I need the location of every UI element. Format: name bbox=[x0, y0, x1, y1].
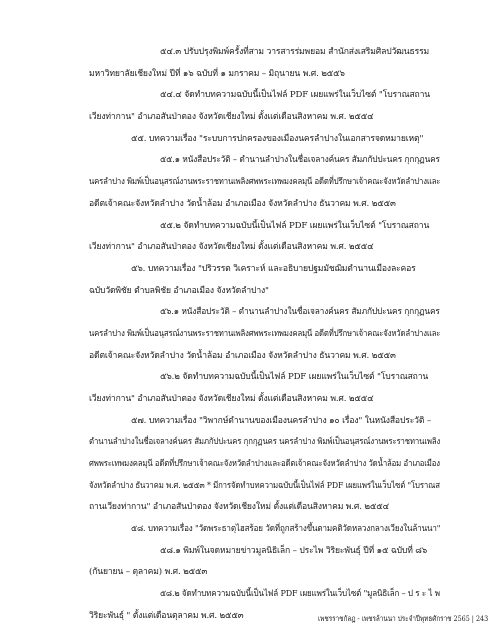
text-line: ๕๘.๑ พิมพ์ในจดหมายข่าวมูลนิธิเล็ก – ประไพ วิริยะพันธุ์ ปีที่ ๑๕ ฉบับที่ ๘๖ bbox=[160, 546, 428, 556]
text-line: วิริยะพันธุ์ " ตั้งแต่เดือนตุลาคม พ.ศ. ๒๕๕๓ bbox=[89, 611, 244, 621]
text-line: เวียงท่ากาน" อำเภอสันป่าตอง จังหวัดเชียงใหม่ ตั้งแต่เดือนสิงหาคม พ.ศ. ๒๕๕๔ bbox=[89, 242, 374, 252]
text-line: ๕๖. บทความเรื่อง "ปริวรรต วิเคราะห์ และอธิบายปฐมมัชฌิมตำนานเมืองละคอร bbox=[131, 264, 416, 274]
text-line: ๕๖.๑ หนังสือประวัติ – ตำนานลำปางในชื่อเจลางค์นคร สัมภกัปปะนคร กุกกุฏนคร bbox=[160, 307, 440, 317]
text-line: ๕๔.๓ ปรับปรุงพิมพ์ครั้งที่สาม วารสารร่มพยอม สำนักส่งเสริมศิลปวัฒนธรรม bbox=[160, 47, 430, 57]
text-line: เวียงท่ากาน" อำเภอสันป่าตอง จังหวัดเชียงใหม่ ตั้งแต่เดือนสิงหาคม พ.ศ. ๒๕๕๔ bbox=[89, 394, 374, 404]
text-line: ๕๔.๔ จัดทำบทความฉบับนี้เป็นไฟล์ PDF เผยแพร่ในเว็บไซต์ "โบราณสถาน bbox=[160, 90, 431, 100]
text-line: ศพพระเทพมงคลมุนี อดีตที่ปรึกษาเจ้าคณะจังหวัดลำปางและอดีตเจ้าคณะจังหวัดลำปาง วัดน้ำล้อม อำเภอเมือง bbox=[89, 459, 440, 469]
text-line: เวียงท่ากาน" อำเภอสันป่าตอง จังหวัดเชียงใหม่ ตั้งแต่เดือนสิงหาคม พ.ศ. ๒๕๕๔ bbox=[89, 112, 374, 122]
text-line: อดีตเจ้าคณะจังหวัดลำปาง วัดน้ำล้อม อำเภอเมือง จังหวัดลำปาง ธันวาคม พ.ศ. ๒๕๕๓ bbox=[89, 199, 396, 209]
text-line: ๕๘. บทความเรื่อง "วัดพระธาตุไฮสร้อย วัดที่ถูกสร้างขึ้นตามคติวัดหลวงกลางเวียงในล้านนา" bbox=[131, 524, 441, 534]
text-line: ๕๕. บทความเรื่อง "ระบบการปกครองของเมืองนครลำปางในเอกสารจดหมายเหตุ" bbox=[131, 134, 424, 144]
text-line: ฉบับวัดพิชัย ตำบลพิชัย อำเภอเมือง จังหวัดลำปาง" bbox=[89, 286, 269, 296]
text-line: ๕๕.๒ จัดทำบทความฉบับนี้เป็นไฟล์ PDF เผยแพร่ในเว็บไซต์ "โบราณสถาน bbox=[160, 221, 430, 231]
text-line: ตำนานลำปางในชื่อเจลางค์นคร สัมภกัปปะนคร กุกกุฏนคร นครลำปาง พิมพ์เป็นอนุสรณ์งานพระราชทานเพลิง bbox=[89, 437, 441, 447]
text-line: จังหวัดลำปาง ธันวาคม พ.ศ. ๒๕๕๓ * มีการจัดทำบทความฉบับนี้เป็นไฟล์ PDF เผยแพร่ในเว็บไซต์ "โบราณส bbox=[89, 481, 440, 491]
text-line: นครลำปาง พิมพ์เป็นอนุสรณ์งานพระราชทานเพลิงศพพระเทพมงคลมุนี อดีตที่ปรึกษาเจ้าคณะจังหวัดลำปางและ bbox=[89, 177, 441, 187]
text-line: ถานเวียงท่ากาน" อำเภอสันป่าตอง จังหวัดเชียงใหม่ ตั้งแต่เดือนสิงหาคม พ.ศ. ๒๕๕๔ bbox=[89, 502, 389, 512]
text-line: ๕๕.๑ หนังสือประวัติ – ตำนานลำปางในชื่อเจลางค์นคร สัมภกัปปะนคร กุกกุฏนคร bbox=[160, 155, 440, 165]
text-line: อดีตเจ้าคณะจังหวัดลำปาง วัดน้ำล้อม อำเภอเมือง จังหวัดลำปาง ธันวาคม พ.ศ. ๒๕๕๓ bbox=[89, 351, 396, 361]
text-line: นครลำปาง พิมพ์เป็นอนุสรณ์งานพระราชทานเพลิงศพพระเทพมงคลมุนี อดีตที่ปรึกษาเจ้าคณะจังหวัดลำปางและ bbox=[89, 329, 441, 339]
page-footer: เพชรราชกัลฏ - เพชรล้านนา ประจำปีพุทธศักราช 2565 | 243 bbox=[318, 614, 489, 623]
text-line: ๕๗. บทความเรื่อง "วิพากษ์ตำนานของเมืองนครลำปาง ๑๐ เรื่อง" ในหนังสือประวัติ – bbox=[131, 416, 432, 426]
text-line: ๕๘.๒ จัดทำบทความฉบับนี้เป็นไฟล์ PDF เผยแพร่ในเว็บไซต์ "มูลนิธิเล็ก – ป ร ะ ไ พ bbox=[160, 589, 440, 599]
text-line: มหาวิทยาลัยเชียงใหม่ ปีที่ ๑๖ ฉบับที่ ๑ มกราคม – มิถุนายน พ.ศ. ๒๕๕๖ bbox=[89, 69, 345, 79]
text-line: (กันยายน – ตุลาคม) พ.ศ. ๒๕๕๓ bbox=[89, 567, 208, 577]
text-line: ๕๖.๒ จัดทำบทความฉบับนี้เป็นไฟล์ PDF เผยแพร่ในเว็บไซต์ "โบราณสถาน bbox=[160, 372, 429, 382]
